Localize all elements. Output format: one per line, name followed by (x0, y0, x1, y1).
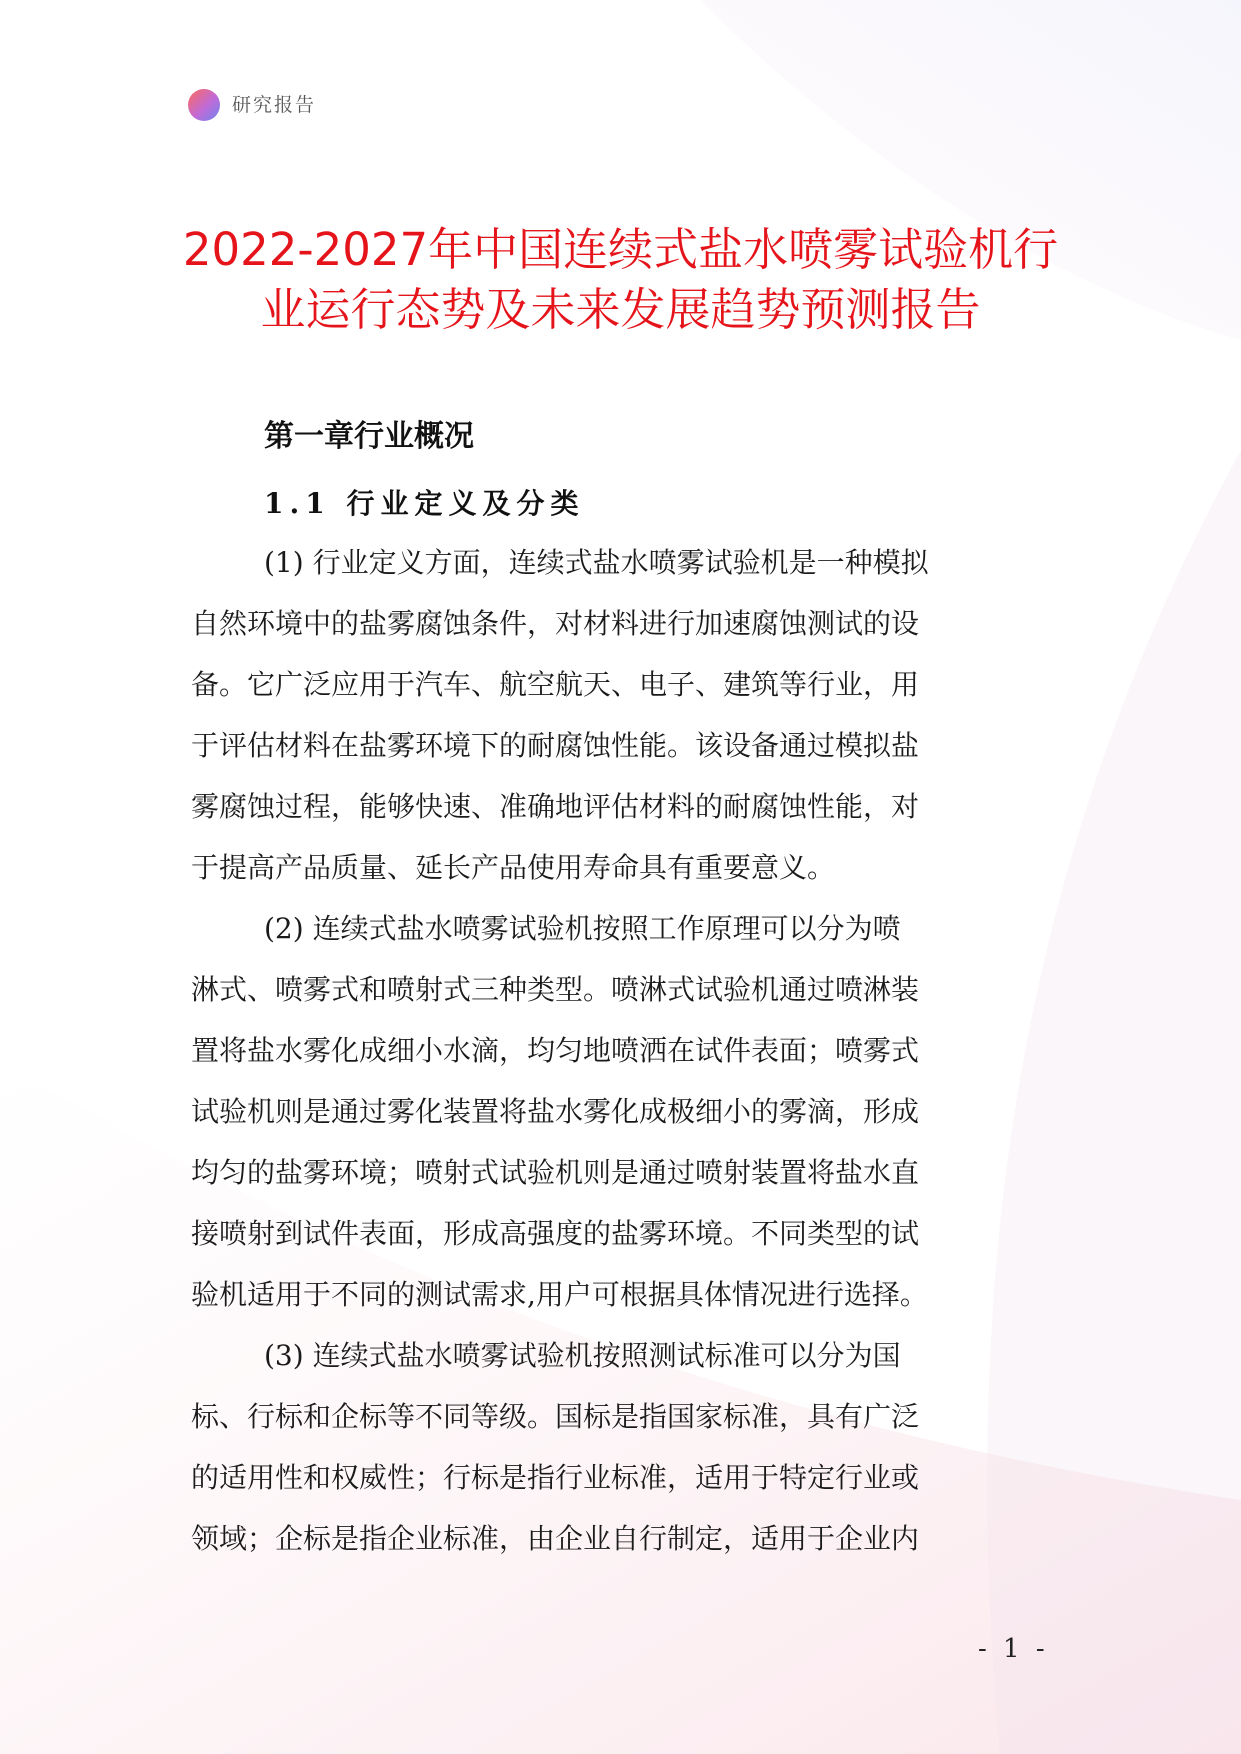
body-line: 置将盐水雾化成细小水滴，均匀地喷洒在试件表面；喷雾式 (191, 1034, 920, 1067)
brand-logo-icon (188, 89, 220, 121)
body-line: 淋式、喷雾式和喷射式三种类型。喷淋式试验机通过喷淋装 (191, 973, 920, 1006)
section-heading: 1.1 行业定义及分类 (264, 487, 585, 520)
body-line: (3) 连续式盐水喷雾试验机按照测试标准可以分为国 (264, 1339, 901, 1372)
report-title-line-2: 业运行态势及未来发展趋势预测报告 (260, 283, 981, 336)
body-line: 自然环境中的盐雾腐蚀条件，对材料进行加速腐蚀测试的设 (191, 607, 920, 640)
body-line: 均匀的盐雾环境；喷射式试验机则是通过喷射装置将盐水直 (191, 1156, 920, 1189)
body-line: 验机适用于不同的测试需求,用户可根据具体情况进行选择。 (191, 1278, 928, 1311)
body-line: 试验机则是通过雾化装置将盐水雾化成极细小的雾滴，形成 (191, 1095, 920, 1128)
body-line: 领域；企标是指企业标准，由企业自行制定，适用于企业内 (191, 1522, 920, 1555)
chapter-heading: 第一章行业概况 (264, 419, 474, 454)
body-line: (1) 行业定义方面，连续式盐水喷雾试验机是一种模拟 (264, 546, 929, 579)
body-line: 于提高产品质量、延长产品使用寿命具有重要意义。 (191, 851, 836, 884)
body-line: 于评估材料在盐雾环境下的耐腐蚀性能。该设备通过模拟盐 (191, 729, 920, 762)
report-title-line-1: 2022-2027年中国连续式盐水喷雾试验机行 (182, 223, 1059, 276)
page-number: - 1 - (978, 1634, 1049, 1664)
body-line: 接喷射到试件表面，形成高强度的盐雾环境。不同类型的试 (191, 1217, 920, 1250)
header-label: 研究报告 (232, 94, 317, 116)
body-line: 的适用性和权威性；行标是指行业标准，适用于特定行业或 (191, 1461, 920, 1494)
body-line: 标、行标和企标等不同等级。国标是指国家标准，具有广泛 (191, 1400, 920, 1433)
body-line: 雾腐蚀过程，能够快速、准确地评估材料的耐腐蚀性能，对 (191, 790, 920, 823)
body-line: (2) 连续式盐水喷雾试验机按照工作原理可以分为喷 (264, 912, 901, 945)
body-line: 备。它广泛应用于汽车、航空航天、电子、建筑等行业，用 (191, 668, 920, 701)
